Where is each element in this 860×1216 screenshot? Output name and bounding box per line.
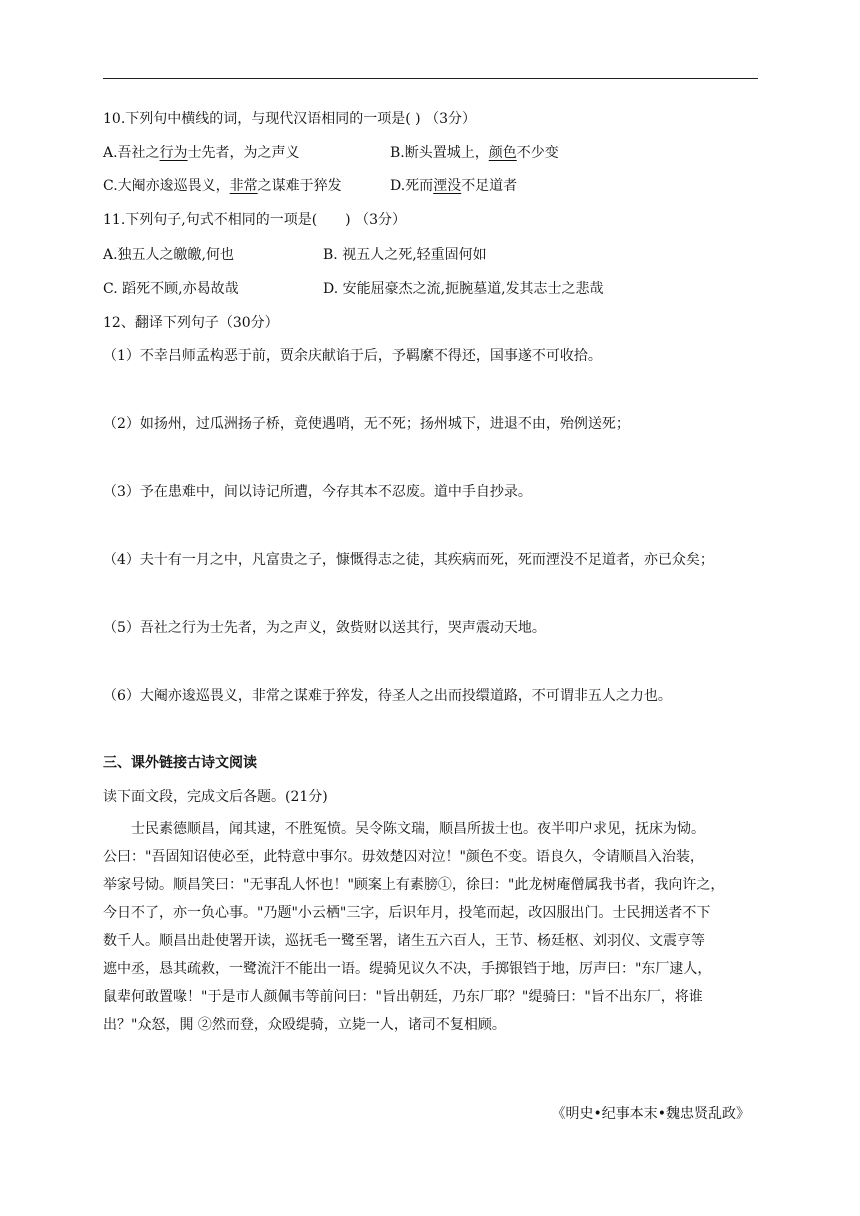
section3-heading: 三、课外链接古诗文阅读	[103, 755, 257, 771]
q11-option-a: A.独五人之皦皦,何也	[103, 247, 235, 263]
passage-line: 公曰："吾固知诏使必至，此特意中事尔。毋效楚囚对泣！"颜色不变。语良久，令请顺昌入治装，	[103, 849, 704, 865]
passage-line: 士民素德顺昌，闻其逮，不胜冤愤。吴令陈文瑞，顺昌所拔士也。夜半叩户求见，抚床为恸。	[103, 821, 705, 837]
passage-line: 举家号恸。顺昌笑曰："无事乱人怀也！"顾案上有素膀①，徐曰："此龙树庵僧属我书者，我向许之，	[103, 877, 725, 893]
q10-d-underlined: 湮没	[433, 178, 462, 194]
q10-option-b	[390, 143, 559, 163]
passage-line: 数千人。顺昌出赴使署开读，巡抚毛一鹭至署，诸生五六百人，王节、杨廷枢、刘羽仪、文震亨等	[103, 933, 705, 949]
q10-a-underlined: 行为	[159, 145, 188, 161]
q10-option-a	[103, 143, 300, 163]
q10-c-underlined: 非常	[229, 178, 258, 194]
passage-source: 《明史•纪事本末•魏忠贤乱政》	[551, 1106, 750, 1122]
header-rule	[103, 78, 758, 79]
passage-line: 出？"众怒，閧 ②然而登，众殴缇骑，立毙一人，诸司不复相顾。	[103, 1017, 506, 1033]
q12-stem: 12、翻译下列句子（30分）	[103, 315, 279, 331]
section3-instruction: 读下面文段，完成文后各题。(21分)	[103, 789, 328, 805]
q11-option-b: B. 视五人之死,轻重固何如	[323, 247, 487, 263]
q12-item-2: （2）如扬州，过瓜洲扬子桥，竟使遇哨，无不死；扬州城下，进退不由，殆例送死；	[103, 416, 630, 432]
q12-item-1: （1）不幸吕师孟构恶于前，贾余庆献谄于后，予羁縻不得还，国事遂不可收拾。	[103, 348, 602, 364]
passage-line: 鼠辈何敢置喙！"于是市人颜佩韦等前问曰："旨出朝廷，乃东厂耶？"缇骑曰："旨不出东厂，将谁	[103, 989, 703, 1005]
passage-line: 今日不了，亦一负心事。"乃题"小云栖"三字，后识年月，投笔而起，改囚服出门。士民拥送者不下	[103, 905, 711, 921]
q10-stem: 10.下列句中横线的词，与现代汉语相同的一项是( ) （3分）	[103, 111, 476, 127]
q12-item-4: （4）夫十有一月之中，凡富贵之子，慷慨得志之徒，其疾病而死，死而湮没不足道者，亦已众矣；	[103, 552, 714, 568]
q10-b-post: 不少变	[516, 145, 559, 161]
q10-b-pre: B.断头置城上，	[390, 145, 489, 161]
q12-item-3: （3）予在患难中，间以诗记所遭，今存其本不忍废。道中手自抄录。	[103, 484, 532, 500]
q10-c-pre: C.大阉亦逡巡畏义，	[103, 178, 230, 194]
q10-d-pre: D.死而	[390, 178, 434, 194]
q10-a-pre: A.吾社之	[103, 145, 160, 161]
q11-stem: 11.下列句子,句式不相同的一项是( ) （3分）	[103, 212, 406, 228]
q12-item-6: （6）大阉亦逡巡畏义，非常之谋难于猝发，待圣人之出而投缳道路，不可谓非五人之力也。	[103, 688, 672, 704]
q10-a-post: 士先者，为之声义	[187, 145, 300, 161]
passage-line: 遮中丞，恳其疏救，一鹭流汗不能出一语。缇骑见议久不决，手掷银铛于地，厉声曰："东厂逮人，	[103, 961, 712, 977]
q10-option-c	[103, 176, 342, 196]
q11-option-d: D. 安能屈豪杰之流,扼腕墓道,发其志士之悲哉	[323, 281, 604, 297]
q12-item-5: （5）吾社之行为士先者，为之声义，敛赀财以送其行，哭声震动天地。	[103, 620, 546, 636]
q10-option-d	[390, 176, 517, 196]
section3-passage	[103, 815, 763, 1039]
q11-option-c: C. 蹈死不顾,亦曷故哉	[103, 281, 239, 297]
q10-c-post: 之谋难于猝发	[257, 178, 342, 194]
q10-d-post: 不足道者	[461, 178, 518, 194]
q10-b-underlined: 颜色	[488, 145, 517, 161]
